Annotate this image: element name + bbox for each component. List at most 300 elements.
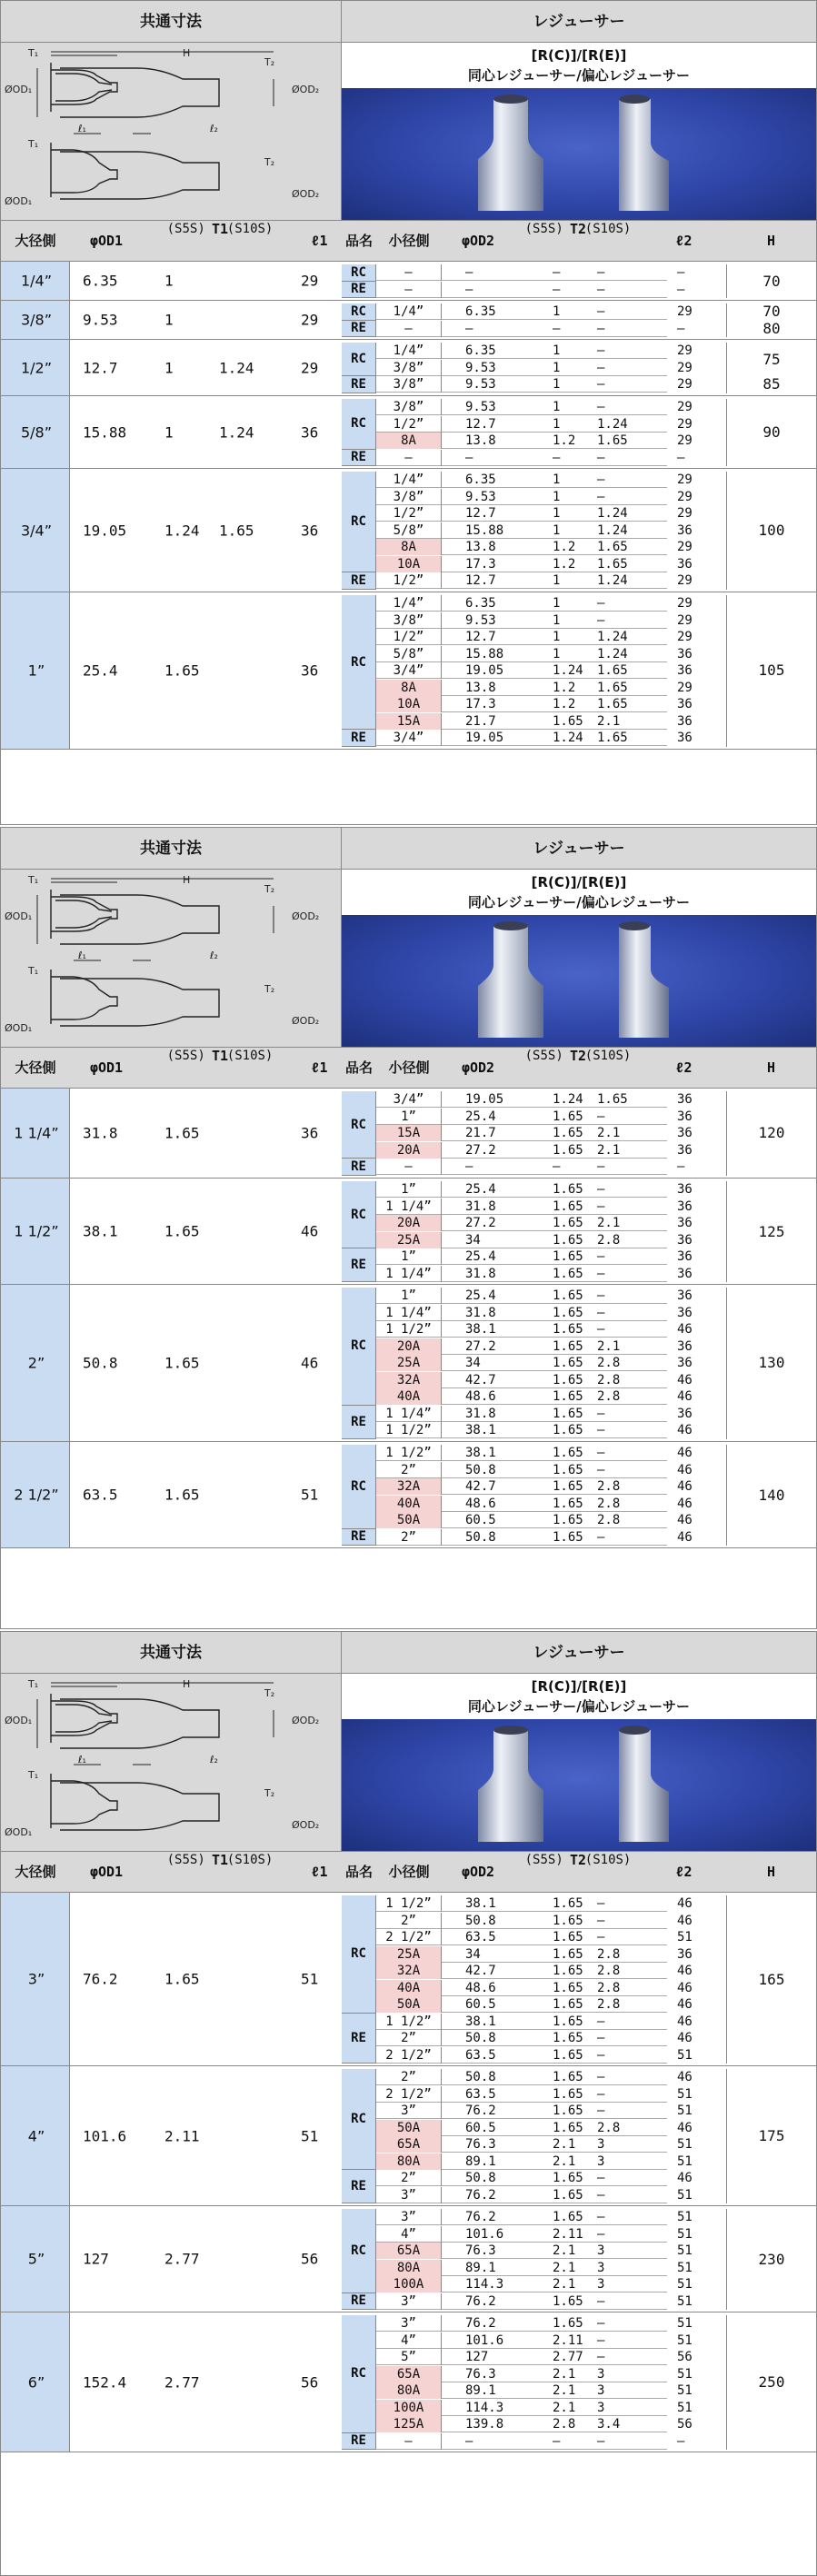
t2-s10s-value: 3 [597,2277,605,2292]
t2-s5s-value: 1.65 [553,1980,583,1995]
od2-value: 21.7 [465,1126,496,1140]
od1-value: 12.7 [83,359,118,376]
small-side-size: 1” [376,1248,442,1265]
table-row [376,1142,692,1159]
t2-s10s-value: 2.8 [597,1389,621,1404]
l2-value: 46 [677,1980,692,1995]
col-t1-subtitles [167,1048,274,1089]
od2-value: 89.1 [465,2260,496,2275]
col-l2: ℓ2 [675,1864,692,1880]
od2-value: 48.6 [465,1496,496,1511]
small-side-rows [376,399,692,466]
column-headers [1,220,816,262]
large-side-size: 5” [27,2250,45,2268]
table-row [376,2260,692,2276]
small-side-size: 3” [376,2103,442,2119]
svg-text:ℓ₁: ℓ₁ [78,123,86,134]
size-group [1,396,816,469]
table-row [376,450,685,466]
l1-value: 51 [301,2127,319,2144]
col-t1-title: T1 [211,1048,229,1064]
t2-s5s-value: 2.1 [553,2383,576,2398]
l2-value: 36 [677,1288,692,1303]
l2-value: 46 [677,1322,692,1337]
small-side-size: 3” [376,2315,442,2332]
t2-s10s-value: – [597,1109,605,1124]
od2-value: 42.7 [465,1479,496,1494]
col-od1: φOD1 [89,1864,124,1880]
od2-value: 34 [465,1946,481,1962]
od2-value: 139.8 [465,2417,504,2432]
small-side-size: 2 1/2” [376,1929,442,1945]
small-side-size: 65A [376,2243,442,2259]
t2-s10s-value: – [597,1406,605,1421]
t2-s5s-value: 1.24 [553,663,583,678]
small-side-size: 8A [376,539,442,555]
h-value: 125 [726,1181,816,1282]
l1-value: 36 [301,522,319,539]
t2-s10s-value: – [597,2104,605,2118]
table-row [376,1462,692,1478]
product-type-cell: RC [342,264,376,282]
l2-value: 36 [677,1198,692,1214]
svg-text:ℓ₁: ℓ₁ [78,950,86,961]
small-side-size: 20A [376,1142,442,1159]
t2-s10s-value: 3 [597,2366,605,2382]
t2-s5s-value: 1 [553,573,561,588]
od2-value: 34 [465,1356,481,1370]
table-row [376,2349,692,2365]
t2-s5s-value: 1.2 [553,556,576,572]
l2-value: 29 [677,573,692,588]
table-row [376,713,692,730]
h-value: 105 [726,595,816,747]
od2-value: 25.4 [465,1288,496,1303]
t2-s10s-value: 2.8 [597,1232,621,1248]
svg-text:ØOD₁: ØOD₁ [5,910,33,922]
col-small-side: 小径側 [388,1864,430,1880]
t2-s5s-value: – [553,265,561,280]
t2-s10s-value: 1.65 [597,1092,628,1107]
l2-value: 51 [677,1930,692,1944]
product-type-cell: RE [342,321,376,338]
small-side-size: 20A [376,1215,442,1231]
t2-s5s-value: 1.65 [553,2187,583,2203]
l2-value: 51 [677,2153,692,2169]
od1-value: 50.8 [83,1354,118,1372]
t2-s5s-value: 1.65 [553,2031,583,2045]
product-type-cell: RC [342,399,376,450]
t2-s5s-value: 1.65 [553,1529,583,1545]
l2-value: 29 [677,377,692,392]
product-type-cell: RC [342,595,376,730]
table-row [376,696,692,712]
table-row [376,539,692,555]
table-row [376,416,692,433]
common-dimensions-heading: 共通寸法 [1,1632,342,1674]
t2-s5s-value: 1.65 [553,2171,583,2185]
column-headers [1,1851,816,1893]
small-side-size: 5” [376,2349,442,2365]
small-side-size: 1 1/2” [376,1895,442,1912]
small-side-size: 5/8” [376,646,442,662]
small-side-size: 1 1/2” [376,2014,442,2030]
svg-text:T₂: T₂ [264,983,275,995]
t2-s10s-value: – [597,1182,605,1197]
svg-text:ℓ₂: ℓ₂ [210,950,218,961]
t2-s5s-value: 1 [553,489,561,504]
caption-type-names: 同心レジューサー/偏心レジューサー [467,67,691,84]
small-side-size: 65A [376,2136,442,2153]
large-side-info [1,340,342,395]
diagram-panel [1,1674,342,1851]
table-row [376,343,692,359]
t1-s5s-value: 2.77 [164,2250,200,2268]
l1-value: 36 [301,423,319,441]
t1-s5s-value: 1.65 [164,661,200,680]
large-side-info [1,2312,342,2452]
section-1 [0,0,817,825]
table-row [376,2030,692,2046]
col-small-side: 小径側 [388,1059,430,1076]
od2-value: 31.8 [465,1305,496,1320]
t2-s10s-value: 2.8 [597,1496,621,1511]
small-side-size: 2” [376,2170,442,2186]
od2-value: 38.1 [465,1896,496,1911]
od2-value: 25.4 [465,1182,496,1197]
small-side-size: 2 1/2” [376,2047,442,2064]
small-side-size: 3” [376,2293,442,2310]
t2-s5s-value: 1 [553,304,561,319]
l2-value: 51 [677,2086,692,2102]
reducer-product-photo [342,1719,816,1851]
size-group [1,592,816,750]
large-side-size: 4” [27,2127,45,2144]
col-od1: φOD1 [89,1059,124,1076]
small-side-size: 4” [376,2226,442,2243]
h-value: 85 [726,376,816,393]
t1-s10s-value: 1.24 [219,423,254,441]
small-side-rows [376,343,692,393]
section-header [1,828,816,870]
size-group [1,301,816,340]
large-side-size: 3/8” [20,311,53,329]
table-row [376,360,692,376]
common-dimensions-heading: 共通寸法 [1,828,342,870]
l2-value: 46 [677,2171,692,2185]
svg-text:T₂: T₂ [264,1787,275,1799]
small-side-size: 80A [376,2382,442,2399]
t2-s5s-value: 1.65 [553,1356,583,1370]
od2-value: – [465,2433,473,2449]
t2-s10s-value: – [597,400,605,414]
t2-s5s-value: 1.65 [553,1913,583,1928]
t2-s10s-value: 1.24 [597,506,628,521]
od2-value: 127 [465,2350,489,2364]
t2-s10s-value: – [597,321,605,336]
small-side-size: 20A [376,1338,442,1355]
t2-s10s-value: – [597,596,605,611]
col-od2: φOD2 [461,1059,495,1076]
svg-text:ØOD₁: ØOD₁ [5,1826,33,1838]
t2-s10s-value: – [597,1266,605,1281]
l2-value: 29 [677,612,692,628]
table-row [376,1321,692,1338]
size-group [1,340,816,396]
table-row [376,1406,692,1422]
small-side-size: 1 1/4” [376,1266,442,1282]
large-side-size: 1” [27,661,45,680]
od2-value: 60.5 [465,2120,496,2135]
svg-text:ℓ₂: ℓ₂ [210,123,218,134]
svg-text:ØOD₂: ØOD₂ [292,84,320,95]
t2-s5s-value: 1.65 [553,1896,583,1911]
t2-s5s-value: 2.1 [553,2366,576,2382]
t2-s5s-value: 1.65 [553,713,583,729]
table-row [376,2170,692,2186]
l2-value: 29 [677,433,692,448]
table-row [376,2243,692,2259]
t2-s10s-value: – [597,2086,605,2102]
section-header [1,1,816,43]
large-side-size: 5/8” [20,423,53,441]
l2-value: 46 [677,1913,692,1928]
small-side-rows [376,1181,692,1282]
t2-s5s-value: 1.65 [553,1322,583,1337]
table-row [376,1895,692,1912]
od2-value: 76.2 [465,2293,496,2309]
small-side-size: 25A [376,1355,442,1371]
small-side-size: 2 1/2” [376,2086,442,2103]
small-side-size: 40A [376,1496,442,1512]
od2-value: 13.8 [465,540,496,554]
l2-value: 36 [677,1266,692,1281]
small-side-rows [376,303,692,337]
t1-s5s-value: 1.24 [164,522,200,539]
common-dimensions-heading: 共通寸法 [1,1,342,43]
table-row [376,282,685,298]
l1-value: 51 [301,1970,319,1988]
od2-value: 31.8 [465,1198,496,1214]
od2-value: 12.7 [465,506,496,521]
l2-value: 36 [677,1305,692,1320]
t2-s5s-value: 1.2 [553,680,576,695]
t2-s5s-value: 1 [553,472,561,487]
t1-s5s-value: 2.11 [164,2127,200,2144]
table-row [376,433,692,449]
small-side-size: 1 1/2” [376,1445,442,1461]
t2-s10s-value: – [597,1896,605,1911]
svg-text:T₂: T₂ [264,156,275,168]
photo-panel [342,43,816,220]
t2-s5s-value: 1 [553,630,561,644]
small-side-size: – [376,2433,442,2450]
small-side-rows [376,1091,692,1176]
t2-s10s-value: – [597,1288,605,1303]
l2-value: 51 [677,2187,692,2203]
table-row [376,680,692,696]
t2-s5s-value: 2.8 [553,2417,576,2432]
od2-value: 114.3 [465,2277,504,2292]
small-side-size: 3” [376,2209,442,2225]
size-group [1,469,816,592]
t1-s10s-value: 1.65 [219,522,254,539]
l2-value: 36 [677,731,692,745]
t2-s10s-value: – [597,2031,605,2045]
t2-s5s-value: 1.65 [553,2210,583,2224]
od2-value: 9.53 [465,400,496,414]
h-value: 250 [726,2315,816,2450]
svg-text:T₁: T₁ [28,1769,39,1781]
l2-value: 29 [677,489,692,504]
od2-value: 42.7 [465,1372,496,1387]
l2-value: 36 [677,556,692,572]
l1-value: 46 [301,1354,319,1372]
t2-s10s-value: – [597,304,605,319]
t2-s10s-value: – [597,360,605,375]
table-row [376,2120,692,2136]
small-side-rows [376,1445,692,1546]
od2-value: 38.1 [465,1446,496,1460]
t2-s10s-value: – [597,2171,605,2185]
od2-value: 76.3 [465,2137,496,2152]
table-row [376,2433,685,2450]
od2-value: 50.8 [465,1529,496,1545]
l2-value: 36 [677,1182,692,1197]
t2-s5s-value: – [553,321,561,336]
table-row [376,1996,692,2013]
od2-value: 76.2 [465,2104,496,2118]
t2-s10s-value: 2.8 [597,1513,621,1527]
t1-s5s-value: 2.77 [164,2373,200,2391]
l2-value: 29 [677,304,692,319]
col-h: H [766,1864,776,1880]
size-group [1,2206,816,2312]
l2-value: 36 [677,663,692,678]
size-group [1,2066,816,2206]
svg-text:ØOD₁: ØOD₁ [5,1022,33,1034]
od2-value: 9.53 [465,489,496,504]
col-od1: φOD1 [89,233,124,249]
small-side-size: 1/2” [376,572,442,589]
table-row [376,321,685,337]
od2-value: 15.88 [465,646,504,661]
l2-value: 36 [677,1356,692,1370]
t2-s5s-value: 1.65 [553,2014,583,2029]
l2-value: 51 [677,2277,692,2292]
t2-s10s-value: – [597,343,605,358]
table-row [376,2366,692,2382]
col-t1 [143,221,297,262]
l1-value: 51 [301,1486,319,1504]
table-row [376,399,692,415]
product-type-cell: RC [342,1288,376,1406]
large-side-info [1,262,342,300]
table-row [376,2103,692,2119]
t2-s5s-value: 1.2 [553,433,576,448]
sub-s10s: (S10S) [584,1049,632,1063]
small-side-size: 4” [376,2332,442,2349]
col-t1-title: T1 [211,221,229,237]
od2-value: 15.88 [465,522,504,538]
l1-value: 36 [301,1124,319,1142]
t2-s5s-value: 1.65 [553,1389,583,1404]
od2-value: 60.5 [465,1997,496,2012]
table-row [376,2226,692,2243]
product-caption [342,870,816,915]
od1-value: 101.6 [83,2127,127,2144]
t2-s10s-value: 1.24 [597,522,628,538]
table-row [376,2382,692,2399]
t2-s10s-value: 2.1 [597,713,621,729]
table-row [376,2153,692,2170]
table-row [376,2400,692,2416]
large-side-info [1,592,342,749]
col-name: 品名 [344,233,373,249]
t2-s5s-value: 1.65 [553,1446,583,1460]
sub-s10s: (S10S) [226,1853,274,1867]
t2-s10s-value: – [597,1159,605,1174]
l2-value: 29 [677,540,692,554]
t2-s5s-value: – [553,1159,561,1174]
large-side-info [1,1442,342,1547]
od2-value: 9.53 [465,360,496,375]
table-row [376,1288,692,1304]
l2-value: 36 [677,1092,692,1107]
t2-s10s-value: 2.8 [597,1997,621,2012]
table-row [376,2187,692,2203]
col-large-side: 大径側 [15,1059,56,1076]
small-side-size: 1/4” [376,472,442,488]
table-row [376,1266,692,1282]
t2-s5s-value: 1 [553,416,561,432]
small-side-size: 40A [376,1980,442,1996]
small-side-size: 8A [376,433,442,449]
table-row [376,1125,692,1141]
l2-value: 46 [677,1896,692,1911]
h-value: 90 [726,399,816,466]
l2-value: – [677,1159,685,1174]
t2-s10s-value: 1.24 [597,416,628,432]
t2-s10s-value: 3 [597,2153,605,2169]
svg-text:H: H [183,47,191,59]
od2-value: 6.35 [465,472,496,487]
od2-value: – [465,321,473,336]
t2-s10s-value: 2.8 [597,2120,621,2135]
od2-value: 12.7 [465,573,496,588]
col-l1: ℓ1 [311,1059,328,1076]
product-type-cell: RE [342,282,376,299]
sub-s5s: (S5S) [166,222,205,236]
table-row [376,1181,692,1198]
h-value: 165 [726,1895,816,2064]
od2-value: 6.35 [465,596,496,611]
small-side-size: 1/4” [376,303,442,320]
l2-value: 29 [677,343,692,358]
product-type-cell: RC [342,303,376,321]
od2-value: – [465,450,473,465]
table-row [376,1445,692,1461]
t2-s5s-value: 1.65 [553,1109,583,1124]
t2-s5s-value: 1.65 [553,1513,583,1527]
t2-s5s-value: 1.65 [553,1423,583,1437]
t2-s5s-value: 1.65 [553,1198,583,1214]
t2-s5s-value: 1.65 [553,1288,583,1303]
l2-value: – [677,321,685,336]
table-row [376,1929,692,1945]
table-row [376,1478,692,1495]
size-group [1,1893,816,2066]
